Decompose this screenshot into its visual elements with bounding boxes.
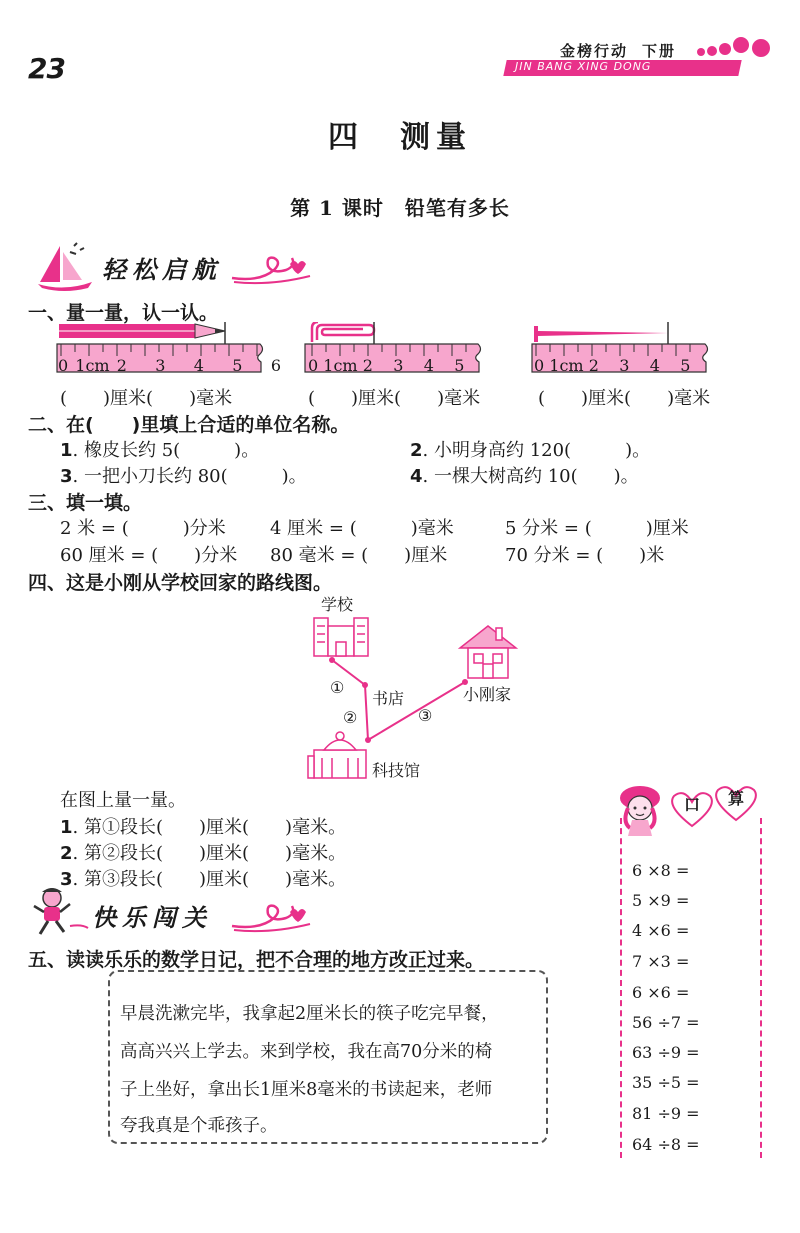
running-kid-icon [30,886,90,938]
nail-icon [534,326,668,342]
q4-item-3: 3. 第③段长( )厘米( )毫米。 [60,869,347,890]
map-segment-2: ② [343,708,358,727]
paper-clip-icon [312,322,374,342]
volume-label: 下册 [642,42,677,60]
calc-item: 56 ÷7 = [632,1013,700,1032]
q3-row1-a: 2 米 = ( )分米 [60,518,226,539]
q4-instruction: 在图上量一量。 [60,790,186,811]
ruler-3-ticks: 0 1cm 2 3 4 5 [534,356,691,375]
mental-math-title-2: 算 [728,789,745,808]
calc-item: 63 ÷9 = [632,1043,700,1062]
ruler-1-ticks: 0 1cm 2 3 4 5 6 [58,356,281,375]
ruler-2-ticks: 0 1cm 2 3 4 5 [308,356,465,375]
map-segment-1: ① [330,678,345,697]
calc-item: 4 ×6 = [632,921,690,940]
q2-item-2: 2. 小明身高约 120( )。 [410,440,651,461]
q4-item-2: 2. 第②段长( )厘米( )毫米。 [60,843,347,864]
brand-name: 金榜行动 [560,42,629,60]
section-banner-happy-challenge [30,886,290,938]
map-label-bookstore: 书店 [372,689,405,708]
decorative-dots-icon [695,32,775,68]
q3-row1-b: 4 厘米 = ( )毫米 [270,518,454,539]
brand-pinyin: JIN BANG XING DONG [515,60,652,73]
brand-title [560,40,676,61]
question-4-heading: 四、这是小刚从学校回家的路线图。 [28,572,333,594]
calc-item: 6 ×6 = [632,983,690,1002]
banner-text: 快乐闯关 [92,903,212,932]
q3-row2-a: 60 厘米 = ( )分米 [60,545,238,566]
ruler-2-answer: ( )厘米( )毫米 [308,388,481,409]
map-label-science-museum: 科技馆 [372,761,421,780]
map-segment-3: ③ [418,706,433,725]
ruler-1-answer: ( )厘米( )毫米 [60,388,233,409]
calc-item: 64 ÷8 = [632,1135,700,1154]
map-label-home: 小刚家 [463,685,512,704]
ruler-3-answer: ( )厘米( )毫米 [538,388,711,409]
house-icon [460,626,516,678]
question-5-heading: 五、读读乐乐的数学日记，把不合理的地方改正过来。 [28,949,485,971]
lesson-title: 第 1 课时 铅笔有多长 [290,196,510,220]
q4-item-1: 1. 第①段长( )厘米( )毫米。 [60,817,347,838]
q3-row1-c: 5 分米 = ( )厘米 [505,518,689,539]
swirl-icon [230,252,314,286]
q3-row2-b: 80 毫米 = ( )厘米 [270,545,448,566]
calc-item: 6 ×8 = [632,861,690,880]
q3-row2-c: 70 分米 = ( )米 [505,545,665,566]
question-1-heading: 一、量一量，认一认。 [28,302,219,324]
diary-line-1: 早晨洗漱完毕，我拿起2厘米长的筷子吃完早餐， [120,1004,499,1024]
sailboat-icon [30,240,100,292]
science-museum-icon [308,732,366,778]
q2-item-3: 3. 一把小刀长约 80( )。 [60,466,307,487]
question-2-heading: 二、在( )里填上合适的单位名称。 [28,414,350,436]
calc-item: 35 ÷5 = [632,1073,700,1092]
section-banner-easy-start [30,240,290,292]
calc-item: 81 ÷9 = [632,1104,700,1123]
math-diary-box [108,970,548,1144]
page-number: 23 [28,52,65,85]
diary-line-4: 夸我真是个乖孩子。 [120,1116,278,1136]
map-label-school: 学校 [321,595,354,614]
mental-math-title-1: 口 [684,795,701,814]
diary-line-3: 子上坐好，拿出长1厘米8毫米的书读起来，老师 [120,1080,493,1100]
question-3-heading: 三、填一填。 [28,492,143,514]
calc-item: 5 ×9 = [632,891,690,910]
pencil-icon [59,324,225,338]
swirl-icon [230,900,314,934]
diary-line-2: 高高兴兴上学去。来到学校，我在高70分米的椅 [120,1042,493,1062]
banner-text: 轻松启航 [102,255,222,284]
calc-item: 7 ×3 = [632,952,690,971]
chapter-title: 四 测量 [328,120,472,155]
school-building-icon [314,618,368,656]
q2-item-4: 4. 一棵大树高约 10( )。 [410,466,639,487]
q2-item-1: 1. 橡皮长约 5( )。 [60,440,260,461]
